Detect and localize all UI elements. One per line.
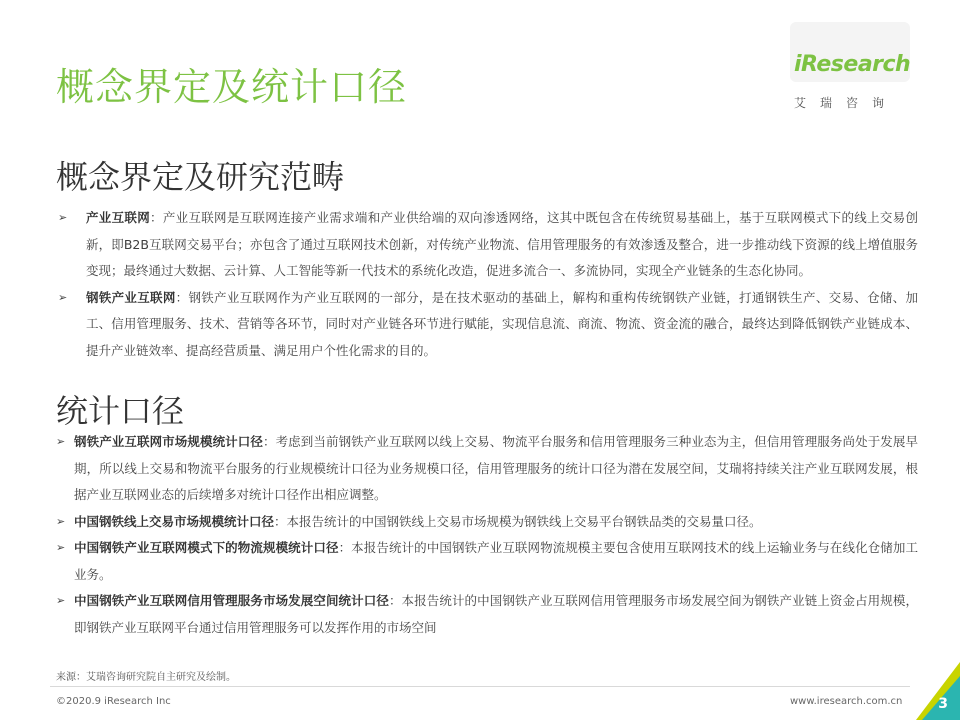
arrow-bullet-icon: ➢ (56, 594, 66, 607)
concept-bullet-list (56, 205, 918, 364)
iresearch-logo (790, 22, 920, 112)
term-label: 钢铁产业互联网市场规模统计口径 (74, 434, 263, 449)
list-item (56, 588, 918, 641)
list-item (56, 509, 918, 536)
term-label: 中国钢铁产业互联网信用管理服务市场发展空间统计口径 (74, 593, 389, 608)
arrow-bullet-icon: ➢ (56, 435, 66, 448)
list-item (56, 535, 918, 588)
term-definition: ：考虑到当前钢铁产业互联网以线上交易、物流平台服务和信用管理服务三种业态为主，但信用管理服务尚处于发展早期，所以线上交易和物流平台服务的行业规模统计口径为业务规模口径，信用管理服务的统计口径为潜在发展空间，艾瑞将持续关注产业互联网发展，根据产业互联网业态的后续增多对统计口径作出相应调整。 (74, 434, 918, 502)
section-heading-statistics: 统计口径 (56, 392, 185, 430)
arrow-bullet-icon: ➢ (56, 514, 66, 528)
term-label: 钢铁产业互联网 (86, 289, 176, 305)
arrow-bullet-icon: ➢ (58, 211, 68, 224)
term-label: 中国钢铁产业互联网模式下的物流规模统计口径 (74, 540, 339, 555)
page-number: 3 (938, 696, 948, 712)
arrow-bullet-icon: ➢ (56, 541, 66, 554)
arrow-bullet-icon: ➢ (58, 290, 68, 304)
section-heading-concept: 概念界定及研究范畴 (56, 158, 345, 196)
term-definition: ：本报告统计的中国钢铁产业互联网信用管理服务市场发展空间为钢铁产业链上资金占用规模，即钢铁产业互联网平台通过信用管理服务可以发挥作用的市场空间 (74, 593, 918, 635)
term-label: 产业互联网 (86, 210, 151, 225)
logo-chinese-name: 艾瑞咨询 (794, 96, 899, 110)
list-item (56, 429, 918, 509)
list-item (56, 285, 918, 365)
logo-wordmark: iResearch (794, 52, 911, 77)
website-url: www.iresearch.com.cn (790, 696, 903, 707)
copyright-text: ©2020.9 iResearch Inc (56, 696, 171, 707)
term-definition: ：本报告统计的中国钢铁产业互联网物流规模主要包含使用互联网技术的线上运输业务与在线化仓储加工业务。 (74, 540, 918, 582)
term-definition: ：产业互联网是互联网连接产业需求端和产业供给端的双向渗透网络，这其中既包含在传统贸易基础上，基于互联网模式下的线上交易创新，即B2B互联网交易平台；亦包含了通过互联网技术创新，对传统产业物流、信用管理服务的有效渗透及整合，进一步推动线下资源的线上增值服务变现；最终通过大数据、云计算、人工智能等新一代技术的系统化改造，促进多流合一、多流协同，实现全产业链条的生态化协同。 (86, 210, 918, 278)
footer-divider (50, 686, 910, 687)
page-title: 概念界定及统计口径 (56, 65, 408, 109)
term-definition: ：钢铁产业互联网作为产业互联网的一部分，是在技术驱动的基础上，解构和重构传统钢铁产业链，打通钢铁生产、交易、仓储、加工、信用管理服务、技术、营销等各环节，同时对产业链各环节进行赋能，实现信息流、商流、物流、资金流的融合，最终达到降低钢铁产业链成本、提升产业链效率、提高经营质量、满足用户个性化需求的目的。 (86, 289, 918, 358)
list-item (56, 205, 918, 285)
statistics-bullet-list (56, 429, 918, 641)
term-label: 中国钢铁线上交易市场规模统计口径 (74, 513, 275, 529)
source-note: 来源：艾瑞咨询研究院自主研究及绘制。 (56, 672, 236, 683)
term-definition: ：本报告统计的中国钢铁线上交易市场规模为钢铁线上交易平台钢铁品类的交易量口径。 (274, 513, 762, 529)
